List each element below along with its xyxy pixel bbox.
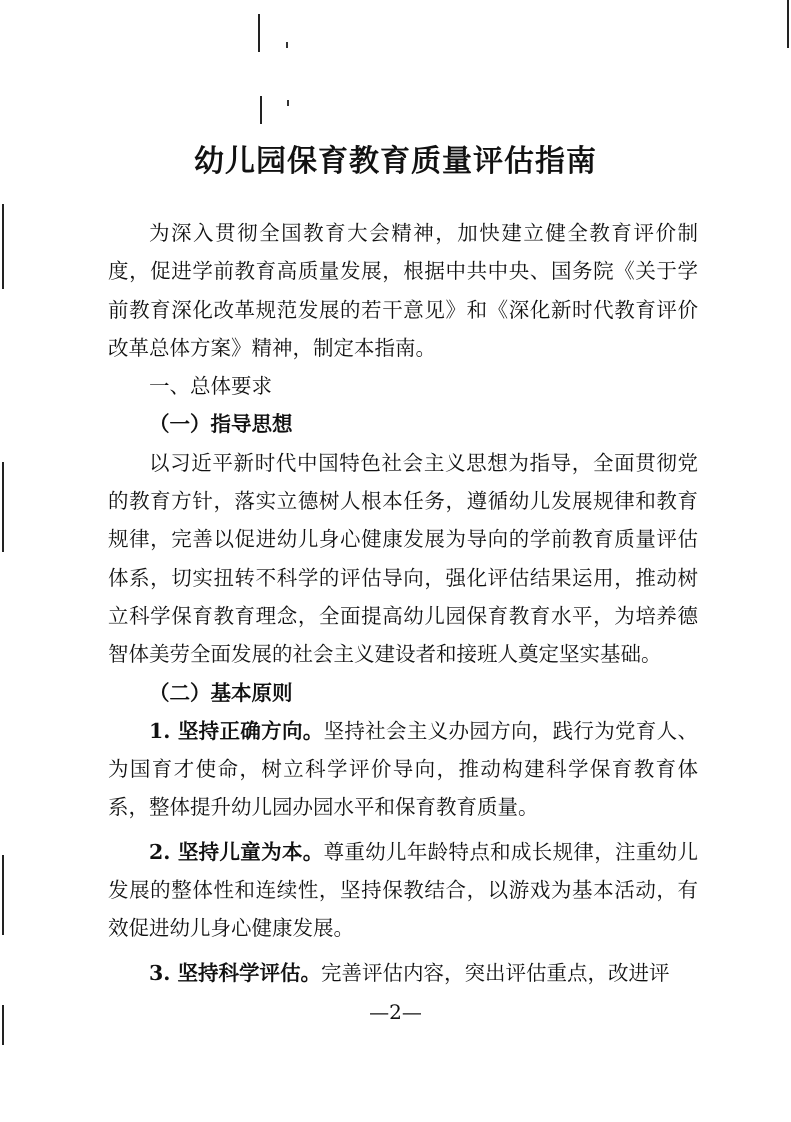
- scan-artifact-dot: [287, 100, 289, 106]
- scan-artifact-line: [2, 204, 4, 289]
- scan-artifact-line: [787, 0, 789, 48]
- principle-text: 完善评估内容，突出评估重点，改进评: [321, 960, 670, 985]
- scan-artifact-line: [2, 462, 4, 552]
- principle-paragraph: [108, 954, 698, 992]
- scan-artifact-dot: [286, 42, 288, 48]
- subsection-heading-guiding: （一）指导思想: [149, 412, 293, 437]
- guiding-paragraph: 以习近平新时代中国特色社会主义思想为指导，全面贯彻党的教育方针，落实立德树人根本任务，遵循幼儿发展规律和教育规律，完善以促进幼儿身心健康发展为导向的学前教育质量评估体系，切实扭转不科学的评估导向，强化评估结果运用，推动树立科学保育教育理念，全面提高幼儿园保育教育水平，为培养德智体美劳全面发展的社会主义建设者和接班人奠定坚实基础。: [108, 450, 698, 667]
- principle-text: 尊重幼儿年龄特点和成长规律，注重幼儿发展的整体性和连续性，坚持保教结合，以游戏为基本活动，有效促进幼儿身心健康发展。: [108, 839, 699, 941]
- principle-lead: 2. 坚持儿童为本。: [149, 839, 324, 864]
- scan-artifact-line: [260, 96, 262, 124]
- document-body: [108, 214, 698, 992]
- scan-artifact-line: [258, 14, 260, 52]
- document-title: 幼儿园保育教育质量评估指南: [194, 144, 597, 179]
- section-heading: 一、总体要求: [149, 374, 272, 399]
- principle-lead: 3. 坚持科学评估。: [149, 960, 322, 985]
- principle-paragraph: [108, 833, 698, 948]
- principle-lead: 1. 坚持正确方向。: [149, 718, 324, 743]
- subsection-heading-principles: （二）基本原则: [149, 680, 293, 705]
- intro-paragraph: 为深入贯彻全国教育大会精神，加快建立健全教育评价制度，促进学前教育高质量发展，根据中共中央、国务院《关于学前教育深化改革规范发展的若干意见》和《深化新时代教育评价改革总体方案》精神，制定本指南。: [108, 221, 698, 360]
- principle-text: 坚持社会主义办园方向，践行为党育人、为国育才使命，树立科学评价导向，推动构建科学保育教育体系，整体提升幼儿园办园水平和保育教育质量。: [108, 718, 699, 820]
- scan-artifact-line: [2, 855, 4, 935]
- principle-paragraph: [108, 712, 698, 827]
- page-number: —2—: [369, 1000, 422, 1024]
